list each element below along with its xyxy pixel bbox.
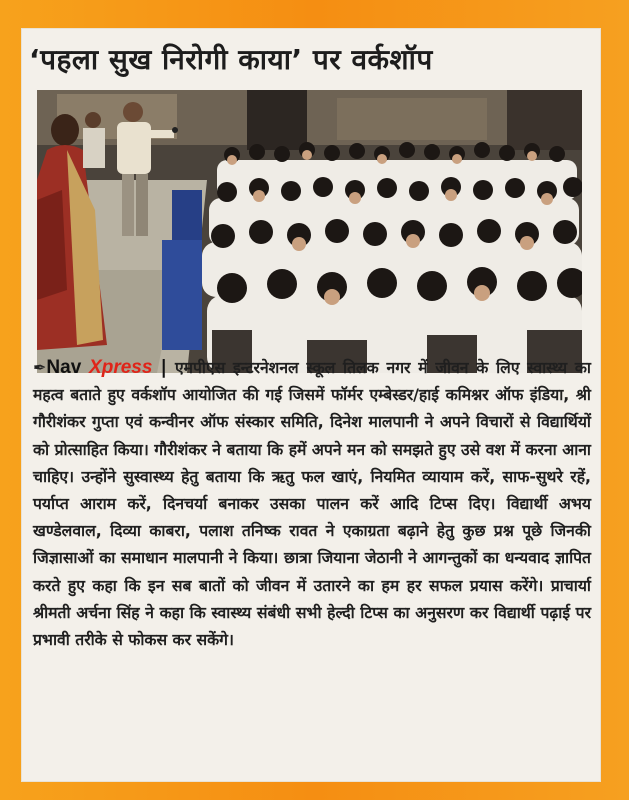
logo-separator: | xyxy=(160,356,168,378)
navxpress-logo xyxy=(33,358,175,377)
logo-xpress: Xpress xyxy=(89,357,153,378)
photo-illustration xyxy=(37,90,582,373)
headline: ‘पहला सुख निरोगी काया’ पर वर्कशॉप xyxy=(29,43,433,76)
newspaper-clipping xyxy=(21,28,601,782)
article-body xyxy=(33,354,591,653)
logo-nav: Nav xyxy=(46,357,82,378)
pen-icon: ✒ xyxy=(33,358,47,377)
workshop-photo xyxy=(37,90,582,373)
article-paragraph: एमपीएस इन्टरनेशनल स्कूल तिलक नगर में जीवन के लिए स्वास्थ्य का महत्व बताते हुए वर्कशॉप आयोजित की गई जिसमें फॉर्मर एम्बेस्डर/हाई कमिश्नर ऑफ इंडिया, श्री गौरीशंकर गुप्ता एवं कन्वीनर ऑफ संस्कार समिति, दिनेश मालपानी ने अपने विचारों से विद्यार्थियों को प्रोत्साहित किया। गौरीशंकर ने बताया कि हमें अपने मन को समझते हुए उसे वश में करना आना चाहिए। उन्होंने सुस्वास्थ्य हेतु बताया कि ऋतु फल खाएं, नियमित व्यायाम करें, साफ-सुथरे रहें, पर्याप्त आराम करें, दिनचर्या बनाकर उसका पालन करें आदि टिप्स दिए। विद्यार्थी अभय खण्डेलवाल, दिव्या काबरा, पलाश तनिष्क रावत ने एकाग्रता बढ़ाने हेतु कुछ प्रश्न पूछे जिनकी जिज्ञासाओं का समाधान मालपानी ने किया। छात्रा जियाना जेठानी ने आगन्तुकों का धन्यवाद ज्ञापित करते हुए कहा कि इन सब बातों को जीवन में उतारने का हम हर सफल प्रयास करेंगे। प्राचार्या श्रीमती अर्चना सिंह ने कहा कि स्वास्थ्य संबंधी सभी हेल्दी टिप्स का अनुसरण कर विद्यार्थी पढ़ाई पर प्रभावी तरीके से फोकस कर सकेंगे। xyxy=(33,358,591,650)
